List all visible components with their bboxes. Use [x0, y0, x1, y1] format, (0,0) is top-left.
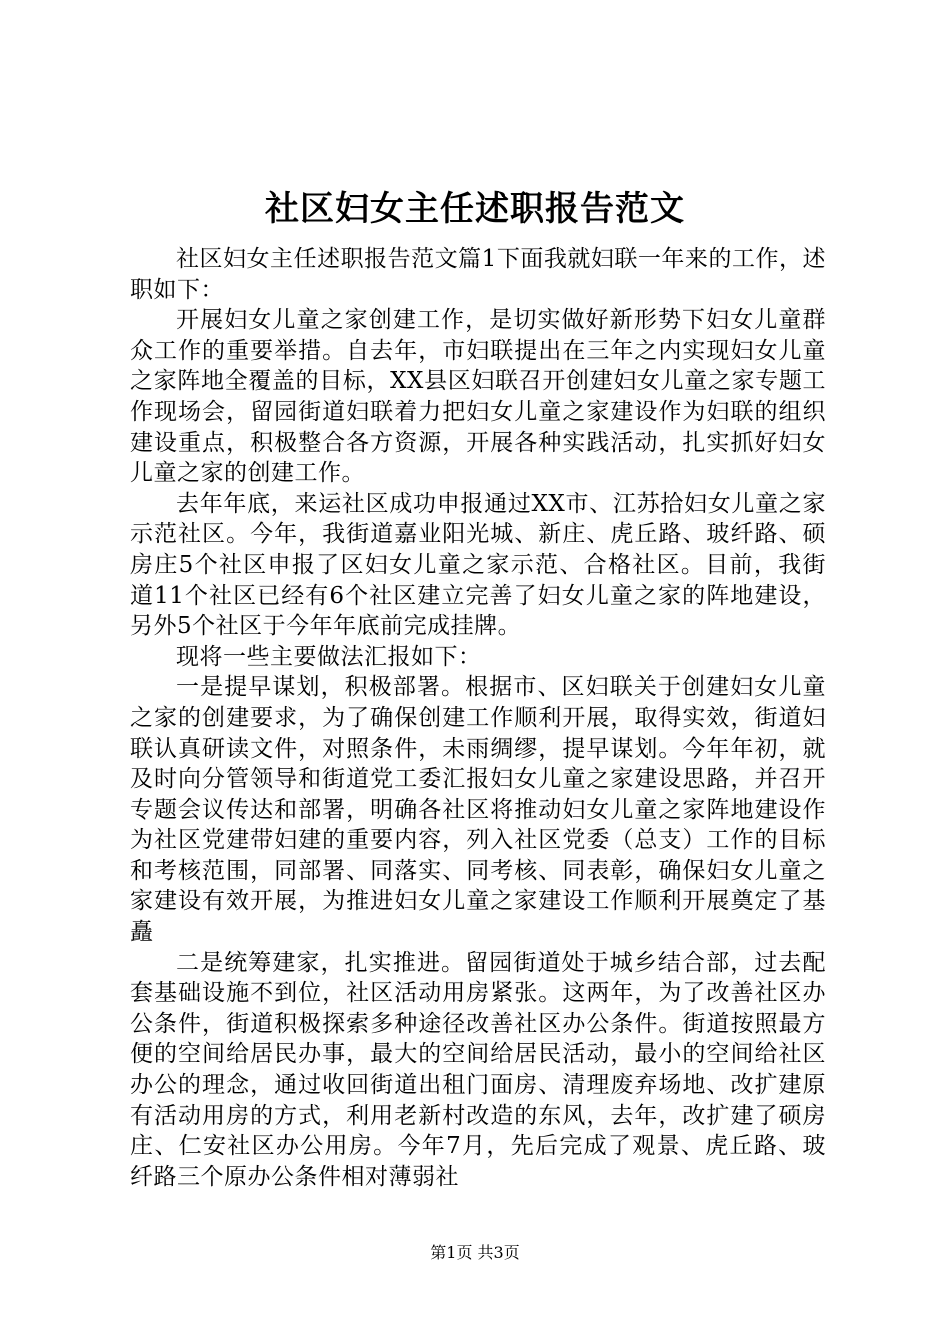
- page-footer: 第1页 共3页: [430, 1243, 520, 1262]
- document-title: 社区妇女主任述职报告范文: [265, 189, 685, 229]
- paragraph-transition: 现将一些主要做法汇报如下：: [176, 643, 482, 670]
- paragraph-progress: 去年年底，来运社区成功申报通过XX市、江苏拾妇女儿童之家示范社区。今年，我街道嘉业阳光城、新庄、虎丘路、玻纤路、硕房庄5个社区申报了区妇女儿童之家示范、合格社区。目前，我街道11个社区已经有6个社区建立完善了妇女儿童之家的阵地建设，另外5个社区于今年年底前完成挂牌。: [130, 490, 826, 640]
- paragraph-point-two: 二是统筹建家，扎实推进。留园街道处于城乡结合部，过去配套基础设施不到位，社区活动用房紧张。这两年，为了改善社区办公条件，街道积极探索多种途径改善社区办公条件。街道按照最方便的空间给居民办事，最大的空间给居民活动，最小的空间给社区办公的理念，通过收回街道出租门面房、清理废弃场地、改扩建原有活动用房的方式，利用老新村改造的东风，去年，改扩建了硕房庄、仁安社区办公用房。今年7月，先后完成了观景、虎丘路、玻纤路三个原办公条件相对薄弱社: [130, 949, 826, 1190]
- paragraph-intro: 社区妇女主任述职报告范文篇1下面我就妇联一年来的工作，述职如下：: [130, 246, 826, 303]
- paragraph-background: 开展妇女儿童之家创建工作，是切实做好新形势下妇女儿童群众工作的重要举措。自去年，市妇联提出在三年之内实现妇女儿童之家阵地全覆盖的目标，XX县区妇联召开创建妇女儿童之家专题工作现场会，留园街道妇联着力把妇女儿童之家建设作为妇联的组织建设重点，积极整合各方资源，开展各种实践活动，扎实抓好妇女儿童之家的创建工作。: [130, 307, 826, 487]
- document-body: [130, 244, 826, 1192]
- paragraph-point-one: 一是提早谋划，积极部署。根据市、区妇联关于创建妇女儿童之家的创建要求，为了确保创建工作顺利开展，取得实效，街道妇联认真研读文件，对照条件，未雨绸缪，提早谋划。今年年初，就及时向分管领导和街道党工委汇报妇女儿童之家建设思路，并召开专题会议传达和部署，明确各社区将推动妇女儿童之家阵地建设作为社区党建带妇建的重要内容，列入社区党委（总支）工作的目标和考核范围，同部署、同落实、同考核、同表彰，确保妇女儿童之家建设有效开展，为推进妇女儿童之家建设工作顺利开展奠定了基矗: [130, 674, 826, 946]
